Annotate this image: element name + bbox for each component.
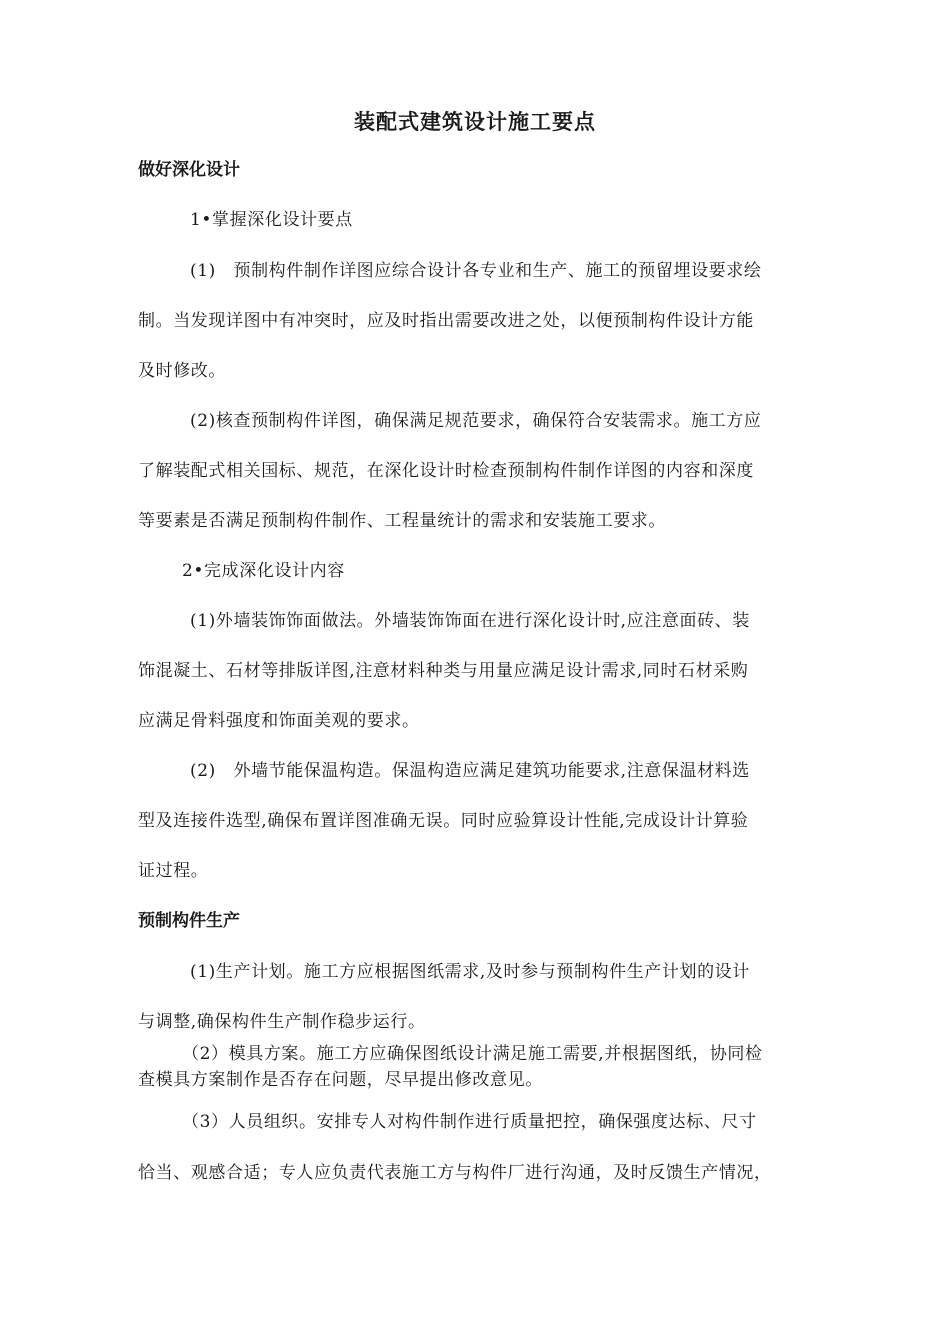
subheading-design-points: 1•掌握深化设计要点 xyxy=(190,210,353,230)
paragraph-line: 证过程。 xyxy=(138,861,209,881)
paragraph-line: (1)生产计划。施工方应根据图纸需求,及时参与预制构件生产计划的设计 xyxy=(190,962,750,982)
paragraph-line: 查模具方案制作是否存在问题，尽早提出修改意见。 xyxy=(138,1070,543,1090)
paragraph-line: 等要素是否满足预制构件制作、工程量统计的需求和安装施工要求。 xyxy=(138,511,666,531)
section-heading-component-production: 预制构件生产 xyxy=(138,911,240,931)
section-heading-deepening-design: 做好深化设计 xyxy=(138,160,240,180)
paragraph-line: 制。当发现详图中有冲突时，应及时指出需要改进之处，以便预制构件设计方能 xyxy=(138,311,754,331)
paragraph-line: (2) 外墙节能保温构造。保温构造应满足建筑功能要求,注意保温材料选 xyxy=(190,761,750,781)
paragraph-line: （2）模具方案。施工方应确保图纸设计满足施工需要,并根据图纸，协同检 xyxy=(182,1044,763,1064)
paragraph-line: 及时修改。 xyxy=(138,361,226,381)
paragraph-line: 饰混凝土、石材等排版详图,注意材料种类与用量应满足设计需求,同时石材采购 xyxy=(138,661,749,681)
paragraph-line: 应满足骨料强度和饰面美观的要求。 xyxy=(138,711,420,731)
paragraph-line: (1) 预制构件制作详图应综合设计各专业和生产、施工的预留埋设要求绘 xyxy=(190,261,762,281)
paragraph-line: (1)外墙装饰饰面做法。外墙装饰饰面在进行深化设计时,应注意面砖、装 xyxy=(190,611,750,631)
subheading-design-content: 2•完成深化设计内容 xyxy=(182,561,345,581)
document-title: 装配式建筑设计施工要点 xyxy=(354,110,596,134)
paragraph-line: （3）人员组织。安排专人对构件制作进行质量把控，确保强度达标、尺寸 xyxy=(182,1112,757,1132)
paragraph-line: 型及连接件选型,确保布置详图准确无误。同时应验算设计性能,完成设计计算验 xyxy=(138,811,749,831)
paragraph-line: (2)核查预制构件详图，确保满足规范要求，确保符合安装需求。施工方应 xyxy=(190,411,762,431)
paragraph-line: 恰当、观感合适；专人应负责代表施工方与构件厂进行沟通，及时反馈生产情况， xyxy=(138,1163,772,1183)
paragraph-line: 与调整,确保构件生产制作稳步运行。 xyxy=(138,1012,426,1032)
paragraph-line: 了解装配式相关国标、规范，在深化设计时检查预制构件制作详图的内容和深度 xyxy=(138,461,754,481)
